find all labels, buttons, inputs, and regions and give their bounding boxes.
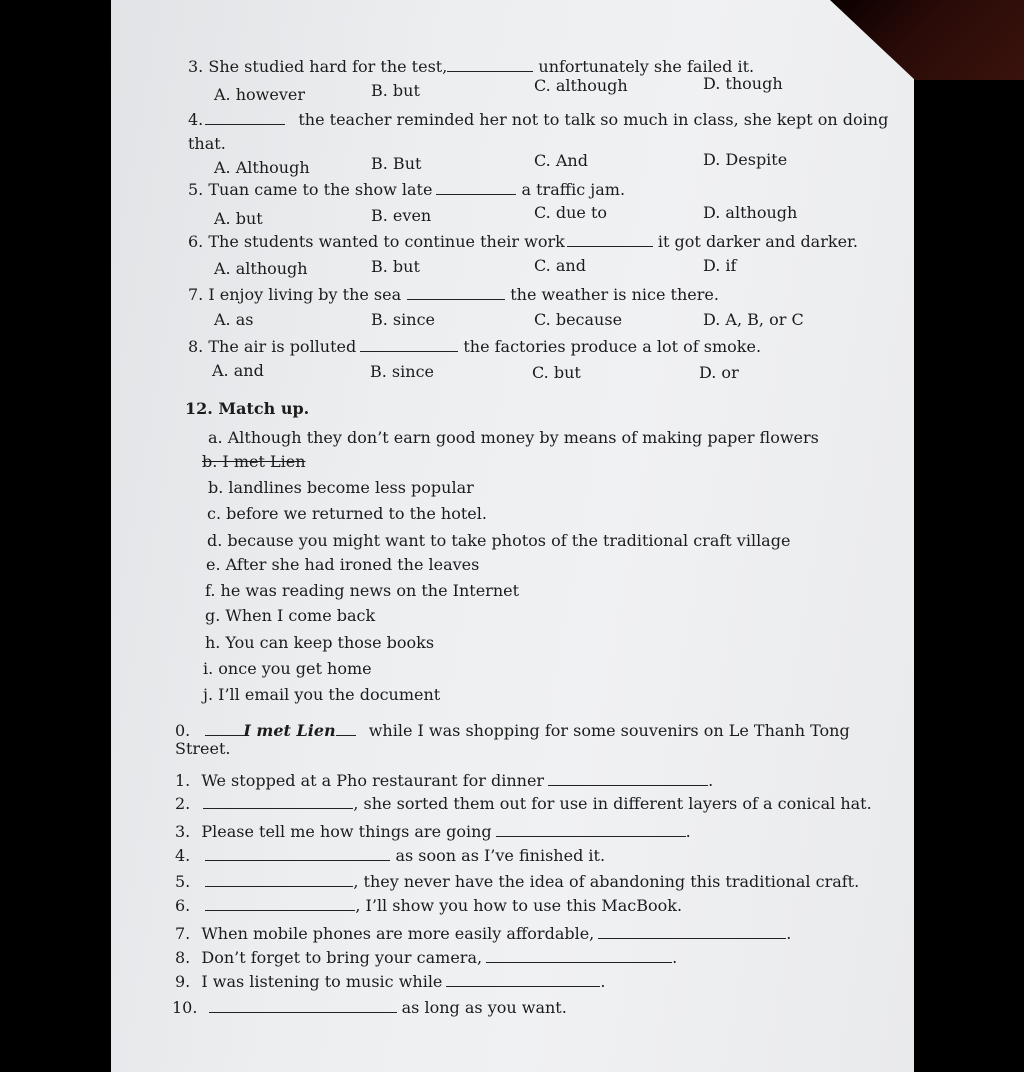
item-stem: I was listening to music while bbox=[201, 972, 443, 991]
item-tail: as soon as I’ve finished it. bbox=[390, 846, 606, 865]
answer-blank[interactable] bbox=[205, 110, 285, 125]
match-item-2 bbox=[175, 794, 872, 813]
option-a[interactable]: A. although bbox=[214, 259, 308, 278]
item-number: 10. bbox=[172, 998, 198, 1017]
match-item-1 bbox=[175, 771, 713, 790]
option-a[interactable]: A. Although bbox=[214, 158, 310, 177]
item-tail: . bbox=[600, 972, 606, 991]
item-tail: . bbox=[672, 948, 678, 967]
item-tail: . bbox=[685, 822, 691, 841]
example-number: 0. bbox=[175, 721, 191, 740]
match-option-j: j. I’ll email you the document bbox=[203, 685, 441, 704]
answer-blank[interactable] bbox=[360, 337, 458, 352]
item-number: 7. bbox=[175, 924, 191, 943]
item-stem: We stopped at a Pho restaurant for dinner bbox=[201, 771, 545, 790]
option-c[interactable]: C. due to bbox=[534, 203, 608, 222]
item-number: 9. bbox=[175, 972, 191, 991]
question-7 bbox=[188, 285, 719, 304]
question-4 bbox=[188, 110, 888, 129]
question-5-tail: a traffic jam. bbox=[516, 180, 626, 199]
item-number: 4. bbox=[175, 846, 191, 865]
option-a[interactable]: A. as bbox=[214, 310, 254, 329]
answer-blank[interactable] bbox=[598, 924, 786, 939]
option-d[interactable]: D. A, B, or C bbox=[703, 310, 804, 329]
option-a[interactable]: A. but bbox=[214, 209, 263, 228]
item-tail: , they never have the idea of abandoning this traditional craft. bbox=[353, 872, 860, 891]
option-c[interactable]: C. and bbox=[534, 256, 586, 275]
option-b[interactable]: B. But bbox=[371, 154, 422, 173]
match-option-i: i. once you get home bbox=[203, 659, 372, 678]
match-item-7 bbox=[175, 924, 791, 943]
option-d[interactable]: D. or bbox=[699, 363, 739, 382]
question-6-tail: it got darker and darker. bbox=[652, 232, 859, 251]
match-item-3 bbox=[175, 822, 691, 841]
match-item-6 bbox=[175, 896, 682, 915]
option-b[interactable]: B. since bbox=[370, 362, 434, 381]
match-option-f: f. he was reading news on the Internet bbox=[205, 581, 520, 600]
option-b[interactable]: B. but bbox=[371, 257, 420, 276]
item-number: 8. bbox=[175, 948, 191, 967]
question-7-tail: the weather is nice there. bbox=[505, 285, 719, 304]
answer-blank[interactable] bbox=[447, 57, 533, 72]
match-option-d: d. because you might want to take photos of the traditional craft village bbox=[207, 531, 791, 550]
question-8-tail: the factories produce a lot of smoke. bbox=[458, 337, 762, 356]
item-stem: Please tell me how things are going bbox=[201, 822, 492, 841]
match-item-9 bbox=[175, 972, 606, 991]
item-number: 3. bbox=[175, 822, 191, 841]
section-heading: 12. Match up. bbox=[185, 399, 310, 418]
item-tail: , she sorted them out for use in different layers of a conical hat. bbox=[353, 794, 872, 813]
option-d[interactable]: D. though bbox=[703, 74, 783, 93]
item-number: 1. bbox=[175, 771, 191, 790]
item-tail: as long as you want. bbox=[396, 998, 567, 1017]
question-4-continued: that. bbox=[188, 134, 226, 153]
answer-blank[interactable] bbox=[205, 872, 353, 887]
answer-blank[interactable] bbox=[567, 232, 653, 247]
item-tail: . bbox=[786, 924, 792, 943]
answer-blank-right bbox=[336, 721, 356, 736]
match-item-5 bbox=[175, 872, 859, 891]
question-8 bbox=[188, 337, 761, 356]
item-number: 6. bbox=[175, 896, 191, 915]
question-6-stem: 6. The students wanted to continue their work bbox=[188, 232, 565, 251]
answer-blank[interactable] bbox=[205, 896, 355, 911]
option-d[interactable]: D. if bbox=[703, 256, 737, 275]
option-c[interactable]: C. although bbox=[534, 76, 628, 95]
match-item-8 bbox=[175, 948, 677, 967]
option-a[interactable]: A. however bbox=[214, 85, 305, 104]
question-7-stem: 7. I enjoy living by the sea bbox=[188, 285, 402, 304]
option-b[interactable]: B. since bbox=[371, 310, 435, 329]
question-5 bbox=[188, 180, 625, 199]
answer-blank[interactable] bbox=[205, 846, 390, 861]
answer-blank[interactable] bbox=[203, 794, 353, 809]
question-6 bbox=[188, 232, 858, 251]
match-option-c: c. before we returned to the hotel. bbox=[207, 504, 487, 523]
match-option-g: g. When I come back bbox=[205, 606, 376, 625]
question-3 bbox=[188, 57, 754, 76]
question-4-number: 4. bbox=[188, 110, 204, 129]
question-8-stem: 8. The air is polluted bbox=[188, 337, 357, 356]
answer-blank[interactable] bbox=[446, 972, 600, 987]
option-c[interactable]: C. And bbox=[534, 151, 588, 170]
match-option-b: b. landlines become less popular bbox=[208, 478, 474, 497]
answer-blank[interactable] bbox=[209, 998, 397, 1013]
answer-blank[interactable] bbox=[436, 180, 516, 195]
question-3-stem: 3. She studied hard for the test, bbox=[188, 57, 448, 76]
example-answer: I met Lien bbox=[243, 721, 336, 740]
match-option-h: h. You can keep those books bbox=[205, 633, 435, 652]
answer-blank-left bbox=[205, 721, 243, 736]
question-4-stem: the teacher reminded her not to talk so much in class, she kept on doing bbox=[293, 110, 889, 129]
option-b[interactable]: B. even bbox=[371, 206, 432, 225]
item-tail: , I’ll show you how to use this MacBook. bbox=[355, 896, 683, 915]
match-item-10 bbox=[172, 998, 567, 1017]
answer-blank[interactable] bbox=[486, 948, 672, 963]
option-c[interactable]: C. because bbox=[534, 310, 623, 329]
answer-blank[interactable] bbox=[496, 822, 686, 837]
match-item-4 bbox=[175, 846, 605, 865]
item-number: 2. bbox=[175, 794, 191, 813]
item-number: 5. bbox=[175, 872, 191, 891]
answer-blank[interactable] bbox=[407, 285, 505, 300]
option-d[interactable]: D. although bbox=[703, 203, 798, 222]
option-d[interactable]: D. Despite bbox=[703, 150, 788, 169]
example-item bbox=[175, 721, 850, 740]
match-option-struck: b. I met Lien bbox=[202, 452, 306, 471]
item-tail: . bbox=[708, 771, 714, 790]
match-option-e: e. After she had ironed the leaves bbox=[206, 555, 480, 574]
answer-blank[interactable] bbox=[548, 771, 708, 786]
example-tail: while I was shopping for some souvenirs on Le Thanh Tong bbox=[363, 721, 850, 740]
question-3-tail: unfortunately she failed it. bbox=[533, 57, 755, 76]
question-5-stem: 5. Tuan came to the show late bbox=[188, 180, 433, 199]
item-stem: When mobile phones are more easily affordable, bbox=[201, 924, 595, 943]
option-c[interactable]: C. but bbox=[532, 363, 581, 382]
option-b[interactable]: B. but bbox=[371, 81, 420, 100]
example-continued: Street. bbox=[175, 739, 231, 758]
option-a[interactable]: A. and bbox=[212, 361, 264, 380]
item-stem: Don’t forget to bring your camera, bbox=[201, 948, 483, 967]
match-option-a: a. Although they don’t earn good money by means of making paper flowers bbox=[208, 428, 819, 447]
